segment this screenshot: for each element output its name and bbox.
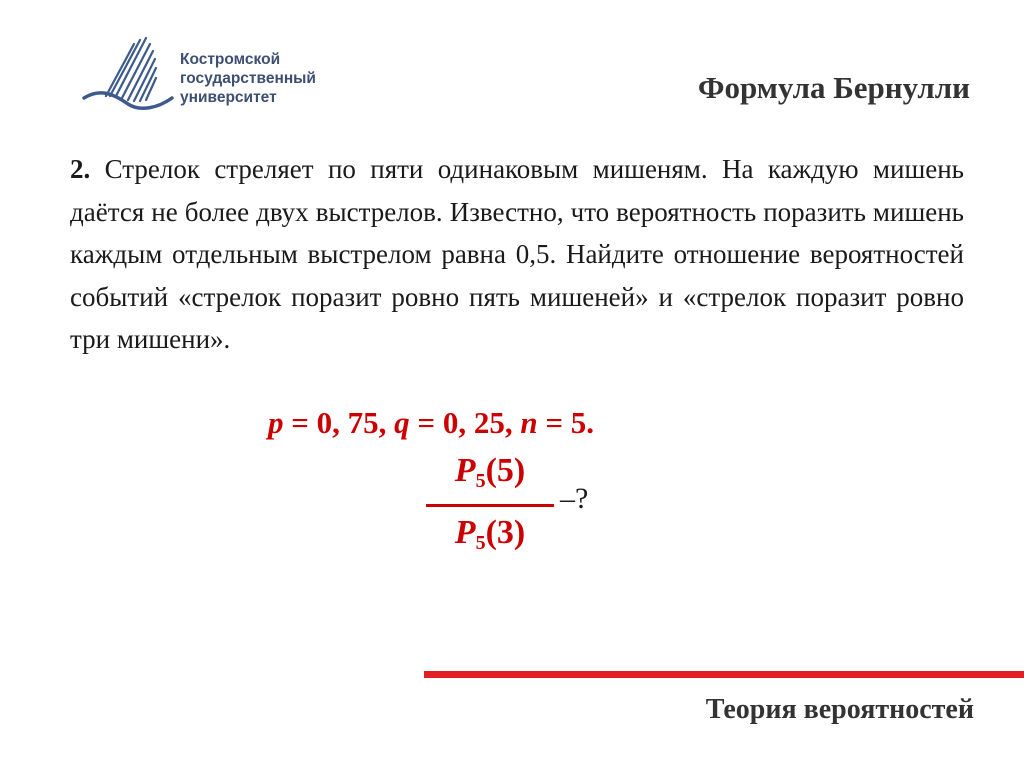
- p-label: p: [268, 405, 284, 440]
- footer-divider-bar: [424, 671, 1024, 678]
- p-equals: =: [283, 405, 317, 440]
- n-label: n: [520, 405, 538, 440]
- n-value: 5.: [570, 405, 595, 440]
- problem-number: 2.: [70, 154, 91, 184]
- denominator-subscript: 5: [475, 532, 486, 554]
- fraction-bar: [426, 504, 554, 507]
- denominator-symbol: P: [454, 514, 476, 551]
- logo-line-3: университет: [180, 89, 277, 106]
- slide-title: Формула Бернулли: [697, 70, 970, 105]
- university-logo: [80, 36, 350, 116]
- numerator-symbol: P: [454, 452, 476, 489]
- q-equals: =: [409, 405, 443, 440]
- logo-text: [180, 50, 350, 107]
- numerator-subscript: 5: [475, 470, 486, 492]
- footer-course-title: Теория вероятностей: [705, 694, 974, 725]
- problem-statement: [70, 148, 964, 361]
- fraction-denominator: [426, 514, 554, 555]
- kostroma-university-logo-icon: [80, 36, 176, 116]
- p-value: 0, 75,: [316, 405, 387, 440]
- logo-line-1: Костромской: [180, 51, 281, 68]
- probability-ratio-formula: [424, 448, 634, 578]
- logo-line-2: государственный: [180, 70, 316, 87]
- n-equals: =: [537, 405, 571, 440]
- q-value: 0, 25,: [442, 405, 513, 440]
- question-mark: –?: [560, 482, 589, 515]
- numerator-argument: (5): [485, 452, 526, 489]
- q-label: q: [394, 405, 410, 440]
- given-values: [268, 405, 788, 441]
- problem-text: Стрелок стреляет по пяти одинаковым мишеням. На каждую мишень даётся не более двух выстрелов. Известно, что вероятность поразить мишень каждым отдельным выстрелом равна 0,5. Найдите отношение вероятностей событий «стрелок поразит ровно пять мишеней» и «стрелок поразит ровно три мишени».: [70, 154, 964, 354]
- fraction-numerator: [426, 452, 554, 493]
- denominator-argument: (3): [485, 514, 526, 551]
